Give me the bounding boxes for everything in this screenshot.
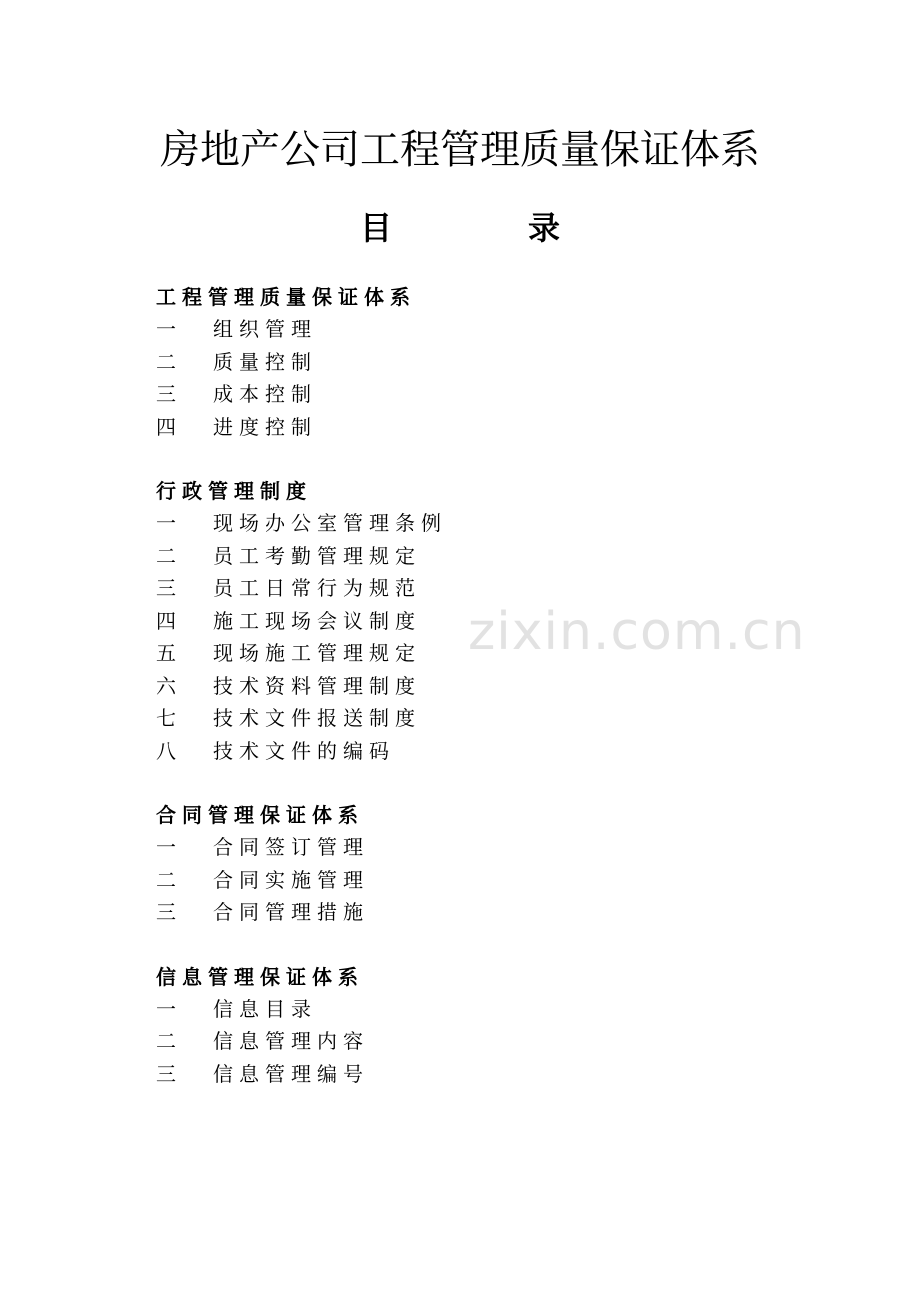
toc-item-number: 三 bbox=[156, 900, 182, 924]
toc-item bbox=[156, 831, 856, 864]
watermark: zixin.com.cn bbox=[468, 602, 806, 662]
toc-item bbox=[156, 313, 856, 346]
toc-item-text: 合同签订管理 bbox=[213, 835, 369, 859]
toc-item-number: 三 bbox=[156, 1061, 182, 1086]
toc-item bbox=[156, 864, 856, 897]
toc-item-text: 合同实施管理 bbox=[213, 867, 369, 892]
toc-item-number: 一 bbox=[156, 317, 182, 341]
section-title: 工程管理质量保证体系 bbox=[156, 285, 416, 309]
toc-item-text: 施工现场会议制度 bbox=[213, 608, 421, 633]
toc-item bbox=[156, 1058, 856, 1091]
toc-item bbox=[156, 378, 856, 411]
toc-item-text: 信息目录 bbox=[213, 996, 317, 1021]
toc-item-text: 质量控制 bbox=[213, 349, 317, 374]
toc-item bbox=[156, 540, 856, 573]
toc-item bbox=[156, 411, 856, 444]
toc-item-number: 一 bbox=[156, 511, 182, 535]
toc-section bbox=[156, 281, 856, 443]
toc-item bbox=[156, 993, 856, 1026]
toc-item bbox=[156, 507, 856, 540]
toc-item-number: 七 bbox=[156, 706, 182, 730]
section-title: 行政管理制度 bbox=[156, 479, 312, 503]
toc-item-text: 信息管理内容 bbox=[213, 1029, 369, 1053]
toc-item-text: 成本控制 bbox=[213, 382, 317, 406]
toc-item-text: 现场办公室管理条例 bbox=[213, 511, 447, 535]
toc-item bbox=[156, 896, 856, 929]
table-of-contents bbox=[156, 281, 856, 1122]
toc-item-text: 技术文件报送制度 bbox=[213, 706, 421, 730]
toc-item bbox=[156, 1025, 856, 1058]
toc-item-number: 二 bbox=[156, 1029, 182, 1053]
toc-item-number: 八 bbox=[156, 738, 182, 763]
page-title: 房地产公司工程管理质量保证体系 bbox=[160, 127, 760, 173]
toc-item bbox=[156, 670, 856, 703]
toc-item-number: 四 bbox=[156, 608, 182, 633]
toc-item-text: 合同管理措施 bbox=[213, 900, 369, 924]
toc-item-number: 一 bbox=[156, 835, 182, 859]
toc-item bbox=[156, 702, 856, 735]
toc-item bbox=[156, 346, 856, 379]
toc-item-number: 六 bbox=[156, 673, 182, 698]
toc-item-number: 五 bbox=[156, 641, 182, 665]
toc-item-text: 员工考勤管理规定 bbox=[213, 543, 421, 568]
toc-section bbox=[156, 961, 856, 1091]
section-title: 合同管理保证体系 bbox=[156, 803, 364, 827]
toc-item bbox=[156, 735, 856, 768]
toc-item-text: 技术资料管理制度 bbox=[213, 673, 421, 698]
toc-item-text: 员工日常行为规范 bbox=[213, 576, 421, 600]
toc-item-text: 技术文件的编码 bbox=[213, 738, 395, 763]
toc-item-number: 三 bbox=[156, 576, 182, 600]
toc-item-text: 进度控制 bbox=[213, 414, 317, 439]
toc-item-text: 组织管理 bbox=[213, 317, 317, 341]
toc-section bbox=[156, 799, 856, 929]
toc-item-number: 二 bbox=[156, 349, 182, 374]
section-title: 信息管理保证体系 bbox=[156, 964, 364, 989]
toc-item-text: 信息管理编号 bbox=[213, 1061, 369, 1086]
toc-heading-char-1: 目 bbox=[360, 209, 393, 247]
toc-item-number: 二 bbox=[156, 543, 182, 568]
toc-heading bbox=[0, 204, 920, 252]
toc-item-number: 一 bbox=[156, 996, 182, 1021]
toc-item-number: 三 bbox=[156, 382, 182, 406]
toc-item-number: 二 bbox=[156, 867, 182, 892]
toc-heading-char-2: 录 bbox=[528, 209, 561, 247]
toc-item-number: 四 bbox=[156, 414, 182, 439]
toc-item-text: 现场施工管理规定 bbox=[213, 641, 421, 665]
